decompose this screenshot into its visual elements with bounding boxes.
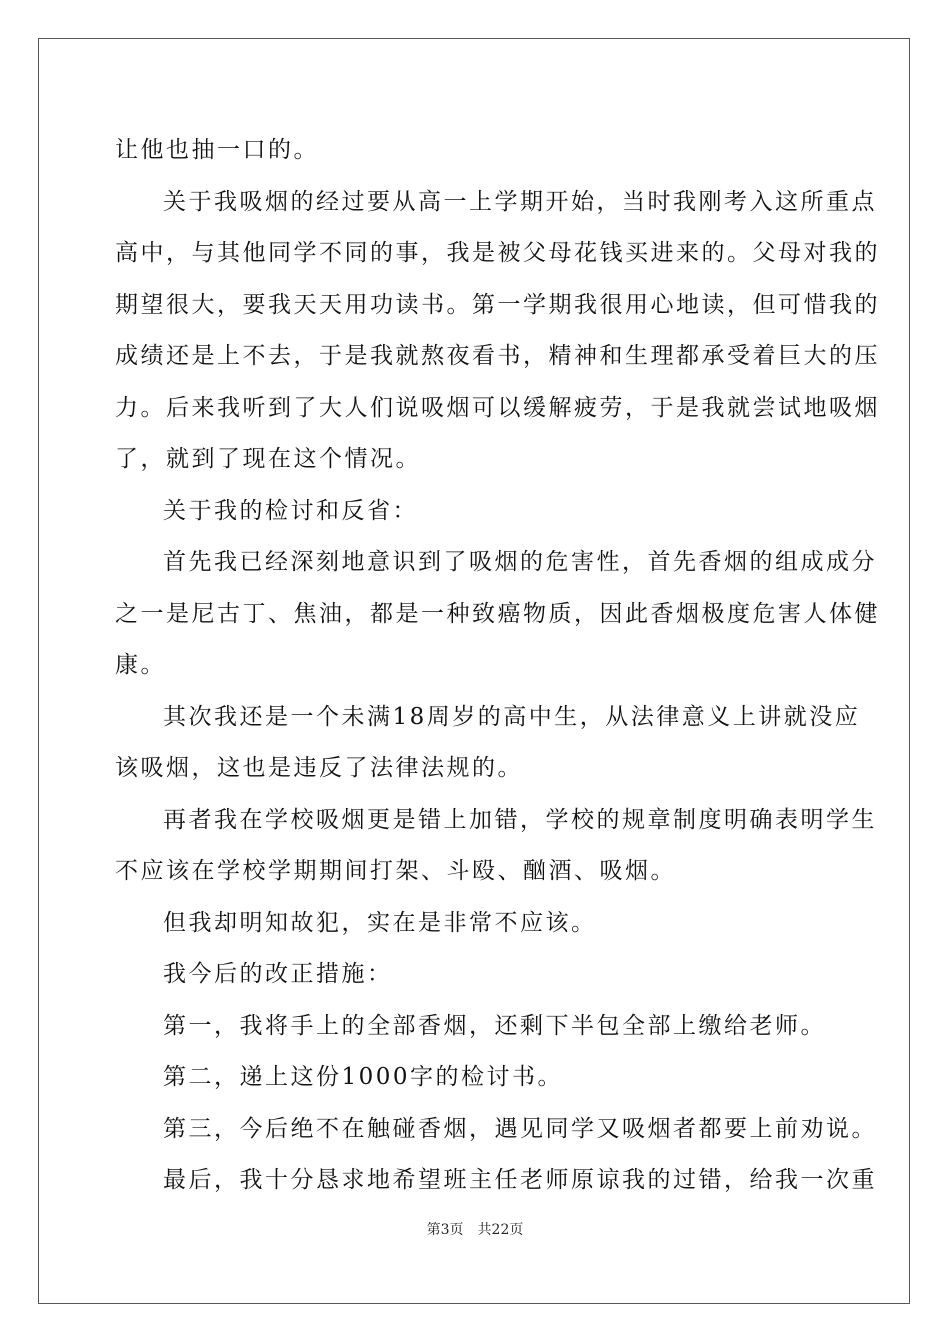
page-footer bbox=[0, 1219, 950, 1239]
text-line: 了，就到了现在这个情况。 bbox=[115, 446, 421, 472]
text-line: 成绩还是上不去，于是我就熬夜看书，精神和生理都承受着巨大的压 bbox=[115, 343, 880, 369]
text-line: 康。 bbox=[115, 652, 166, 678]
text-line: 最后，我十分恳求地希望班主任老师原谅我的过错，给我一次重 bbox=[163, 1167, 877, 1193]
text-line: 不应该在学校学期期间打架、斗殴、酗酒、吸烟。 bbox=[115, 858, 676, 884]
text-line: 让他也抽一口的。 bbox=[115, 137, 319, 163]
text-line: 我今后的改正措施： bbox=[163, 961, 393, 987]
text-line: 第三，今后绝不在触碰香烟，遇见同学又吸烟者都要上前劝说。 bbox=[163, 1115, 877, 1142]
text-line: 该吸烟，这也是违反了法律法规的。 bbox=[115, 755, 523, 781]
text-line: 期望很大，要我天天用功读书。第一学期我很用心地读，但可惜我的 bbox=[115, 291, 880, 318]
text-line: 其次我还是一个未满18周岁的高中生，从法律意义上讲就没应 bbox=[163, 703, 861, 730]
text-line: 高中，与其他同学不同的事，我是被父母花钱买进来的。父母对我的 bbox=[115, 240, 880, 266]
page-number: 第3页 bbox=[426, 1222, 464, 1238]
document-body bbox=[115, 125, 880, 1207]
text-line: 之一是尼古丁、焦油，都是一种致癌物质，因此香烟极度危害人体健 bbox=[115, 600, 880, 627]
text-line: 关于我吸烟的经过要从高一上学期开始，当时我刚考入这所重点 bbox=[163, 188, 877, 215]
text-line: 第二，递上这份1000字的检讨书。 bbox=[163, 1064, 564, 1090]
text-line: 再者我在学校吸烟更是错上加错，学校的规章制度明确表明学生 bbox=[163, 806, 877, 833]
text-line: 力。后来我听到了大人们说吸烟可以缓解疲劳，于是我就尝试地吸烟 bbox=[115, 394, 880, 421]
text-line: 关于我的检讨和反省： bbox=[163, 497, 418, 524]
text-line: 但我却明知故犯，实在是非常不应该。 bbox=[163, 909, 597, 936]
text-line: 首先我已经深刻地意识到了吸烟的危害性，首先香烟的组成成分 bbox=[163, 549, 877, 575]
page-total: 共22页 bbox=[477, 1222, 524, 1238]
text-line: 第一，我将手上的全部香烟，还剩下半包全部上缴给老师。 bbox=[163, 1012, 826, 1039]
